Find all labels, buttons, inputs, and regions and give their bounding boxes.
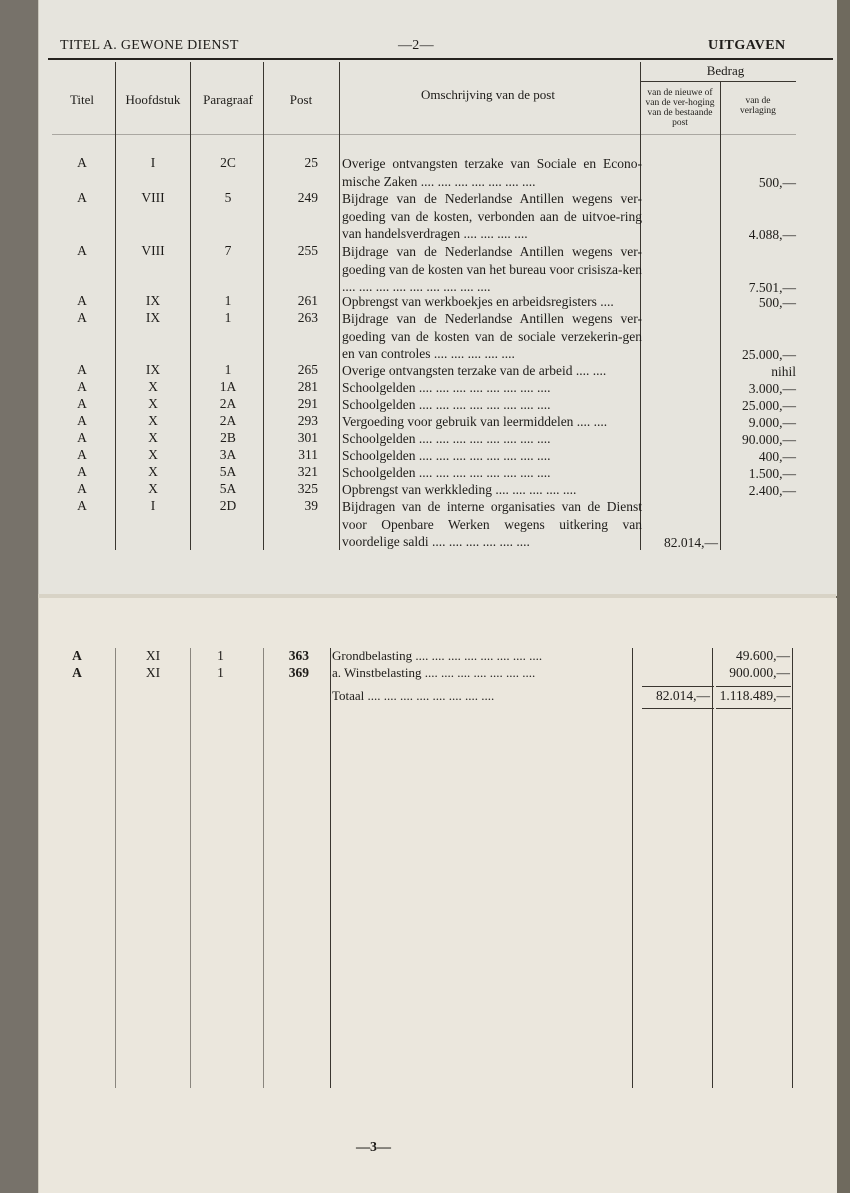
row-bedrag-verlaging: 25.000,— — [742, 398, 796, 413]
row-omschrijving: Bijdragen van de interne organisaties van de Dienst voor Openbare Werken wegens uitkering van voordelige saldi .... .... .... .... .... .... — [342, 499, 642, 549]
row-bedrag-verlaging: 400,— — [758, 449, 796, 464]
row-paragraaf: 1 — [224, 310, 232, 325]
row-titel: A — [72, 648, 82, 663]
row-hoofdstuk: X — [148, 379, 158, 394]
row-paragraaf: 1 — [217, 665, 224, 680]
row-bedrag-verlaging: 1.500,— — [748, 466, 796, 481]
row-omschrijving: Bijdrage van de Nederlandse Antillen wegens ver-goeding van de kosten van de sociale verzekerin-gen en van controles .... .... .... .... .... — [342, 311, 642, 361]
row-omschrijving: Schoolgelden .... .... .... .... .... .... .... .... — [342, 380, 551, 395]
row-titel: A — [72, 665, 82, 680]
row-bedrag-verlaging: 500,— — [758, 295, 796, 310]
row-titel: A — [77, 447, 87, 462]
row-titel: A — [77, 190, 87, 205]
page-3-content — [38, 598, 836, 1193]
grid-line — [115, 62, 116, 550]
row-omschrijving: Overige ontvangsten terzake van Sociale en Econo-mische Zaken .... .... .... .... .... .... .... — [342, 156, 642, 189]
row-post: 261 — [297, 293, 318, 308]
row-hoofdstuk: I — [150, 498, 156, 513]
row-bedrag-verlaging: 500,— — [758, 174, 796, 190]
row-post: 363 — [288, 648, 309, 663]
row-omschrijving: Overige ontvangsten terzake van de arbeid .... .... — [342, 363, 607, 378]
header-rule — [48, 58, 833, 60]
row-titel: A — [77, 310, 87, 325]
background-edge — [0, 0, 38, 1193]
row-post: 293 — [297, 413, 318, 428]
footer-page-number: —3— — [356, 1140, 391, 1155]
row-bedrag-verlaging: 90.000,— — [742, 432, 796, 447]
grid-line — [115, 648, 116, 1088]
total-rule-bottom — [716, 708, 791, 709]
col-omschrijving: Omschrijving van de post — [421, 87, 555, 102]
grid-line — [330, 648, 331, 1088]
row-paragraaf: 5 — [224, 190, 232, 205]
row-omschrijving: Schoolgelden .... .... .... .... .... .... .... .... — [342, 448, 551, 463]
row-paragraaf: 5A — [219, 464, 237, 479]
row-titel: A — [77, 243, 87, 258]
grid-line — [792, 648, 793, 1088]
row-post: 281 — [297, 379, 318, 394]
row-titel: A — [77, 362, 87, 377]
row-bedrag-verlaging: 3.000,— — [748, 381, 796, 396]
row-omschrijving: Schoolgelden .... .... .... .... .... .... .... .... — [342, 465, 551, 480]
row-titel: A — [77, 413, 87, 428]
grid-line — [720, 82, 721, 550]
row-post: 301 — [297, 430, 318, 445]
row-post: 291 — [297, 396, 318, 411]
row-paragraaf: 1A — [219, 379, 237, 394]
grid-line — [712, 648, 713, 1088]
total-rule-bottom — [642, 708, 714, 709]
row-omschrijving: a. Winstbelasting .... .... .... .... .... .... .... — [332, 665, 536, 680]
row-bedrag-verlaging: 49.600,— — [736, 648, 790, 663]
row-paragraaf: 1 — [224, 293, 232, 308]
row-post: 263 — [297, 310, 318, 325]
row-titel: A — [77, 464, 87, 479]
row-paragraaf: 1 — [217, 648, 224, 663]
row-paragraaf: 7 — [224, 243, 232, 258]
row-bedrag-verlaging: nihil — [771, 364, 796, 379]
row-hoofdstuk: XI — [145, 665, 161, 680]
grid-line — [632, 648, 633, 1088]
grid-line — [641, 81, 796, 82]
row-titel: A — [77, 481, 87, 496]
row-hoofdstuk: X — [148, 430, 158, 445]
header-section: UITGAVEN — [708, 38, 786, 53]
col-paragraaf: Paragraaf — [203, 92, 253, 107]
row-hoofdstuk: X — [148, 464, 158, 479]
row-titel: A — [77, 155, 87, 170]
total-rule-verlaging — [716, 686, 791, 687]
row-post: 311 — [298, 447, 318, 462]
row-post: 249 — [297, 190, 318, 205]
row-bedrag-verlaging: 2.400,— — [748, 483, 796, 498]
row-bedrag-verlaging: 9.000,— — [748, 415, 796, 430]
col-titel: Titel — [69, 92, 95, 107]
row-post: 265 — [297, 362, 318, 377]
row-paragraaf: 2B — [220, 430, 236, 445]
row-omschrijving: Schoolgelden .... .... .... .... .... .... .... .... — [342, 397, 551, 412]
row-post: 255 — [297, 243, 318, 258]
row-omschrijving: Grondbelasting .... .... .... .... .... .... .... .... — [332, 648, 543, 663]
row-paragraaf: 2D — [219, 498, 237, 513]
totaal-label: Totaal .... .... .... .... .... .... .... .... — [332, 688, 495, 703]
row-post: 321 — [297, 464, 318, 479]
col-hoofdstuk: Hoofdstuk — [125, 92, 181, 107]
row-hoofdstuk: IX — [145, 310, 161, 325]
row-paragraaf: 3A — [219, 447, 237, 462]
row-omschrijving: Schoolgelden .... .... .... .... .... .... .... .... — [342, 431, 551, 446]
row-paragraaf: 5A — [219, 481, 237, 496]
row-hoofdstuk: VIII — [141, 243, 165, 258]
grid-line — [52, 134, 796, 135]
row-hoofdstuk: VIII — [141, 190, 165, 205]
row-bedrag-verlaging: 900.000,— — [729, 665, 790, 680]
col-bedrag: Bedrag — [706, 63, 745, 78]
row-bedrag-verlaging: 7.501,— — [748, 280, 796, 295]
row-hoofdstuk: IX — [145, 362, 161, 377]
row-post: 325 — [297, 481, 318, 496]
row-hoofdstuk: IX — [145, 293, 161, 308]
row-paragraaf: 1 — [224, 362, 232, 377]
row-titel: A — [77, 293, 87, 308]
row-paragraaf: 2A — [219, 413, 237, 428]
row-post: 25 — [304, 155, 318, 170]
row-bedrag-verlaging: 25.000,— — [742, 347, 796, 362]
grid-line — [263, 62, 264, 550]
totaal-nieuw: 82.014,— — [656, 688, 710, 703]
col-bedrag-nieuw: van de nieuwe of van de ver-hoging van de bestaande post — [645, 88, 715, 128]
row-post: 39 — [304, 498, 318, 513]
grid-line — [263, 648, 264, 1088]
row-titel: A — [77, 498, 87, 513]
row-omschrijving: Opbrengst van werkboekjes en arbeidsregisters .... — [342, 294, 614, 309]
row-bedrag-nieuw: 82.014,— — [664, 535, 718, 550]
total-rule-nieuw — [642, 686, 714, 687]
grid-line — [190, 62, 191, 550]
row-titel: A — [77, 430, 87, 445]
col-post: Post — [289, 92, 313, 107]
row-hoofdstuk: I — [150, 155, 156, 170]
row-omschrijving: Bijdrage van de Nederlandse Antillen wegens ver-goeding van de kosten, verbonden aan de uitvoe-ring van handelsverdragen .... .... .... .... — [342, 191, 642, 241]
grid-line — [339, 62, 340, 550]
col-bedrag-verlaging: van de verlaging — [740, 96, 776, 116]
header-page-number: —2— — [398, 38, 434, 53]
row-titel: A — [77, 396, 87, 411]
row-hoofdstuk: X — [148, 413, 158, 428]
row-paragraaf: 2A — [219, 396, 237, 411]
row-omschrijving: Bijdrage van de Nederlandse Antillen wegens ver-goeding van de kosten van het bureau voor crisisza-ken .... .... .... .... .... .... .... .... .... — [342, 244, 642, 294]
totaal-verlaging: 1.118.489,— — [719, 688, 790, 703]
row-post: 369 — [288, 665, 309, 680]
row-bedrag-verlaging: 4.088,— — [748, 227, 796, 242]
row-omschrijving: Vergoeding voor gebruik van leermiddelen .... .... — [342, 414, 608, 429]
row-hoofdstuk: X — [148, 481, 158, 496]
page-2-content — [38, 0, 836, 596]
row-hoofdstuk: XI — [145, 648, 161, 663]
row-paragraaf: 2C — [220, 155, 236, 170]
row-omschrijving: Opbrengst van werkkleding .... .... .... .... .... — [342, 482, 577, 497]
header-title: TITEL A. GEWONE DIENST — [60, 38, 239, 53]
row-hoofdstuk: X — [148, 396, 158, 411]
grid-line — [190, 648, 191, 1088]
row-hoofdstuk: X — [148, 447, 158, 462]
row-titel: A — [77, 379, 87, 394]
